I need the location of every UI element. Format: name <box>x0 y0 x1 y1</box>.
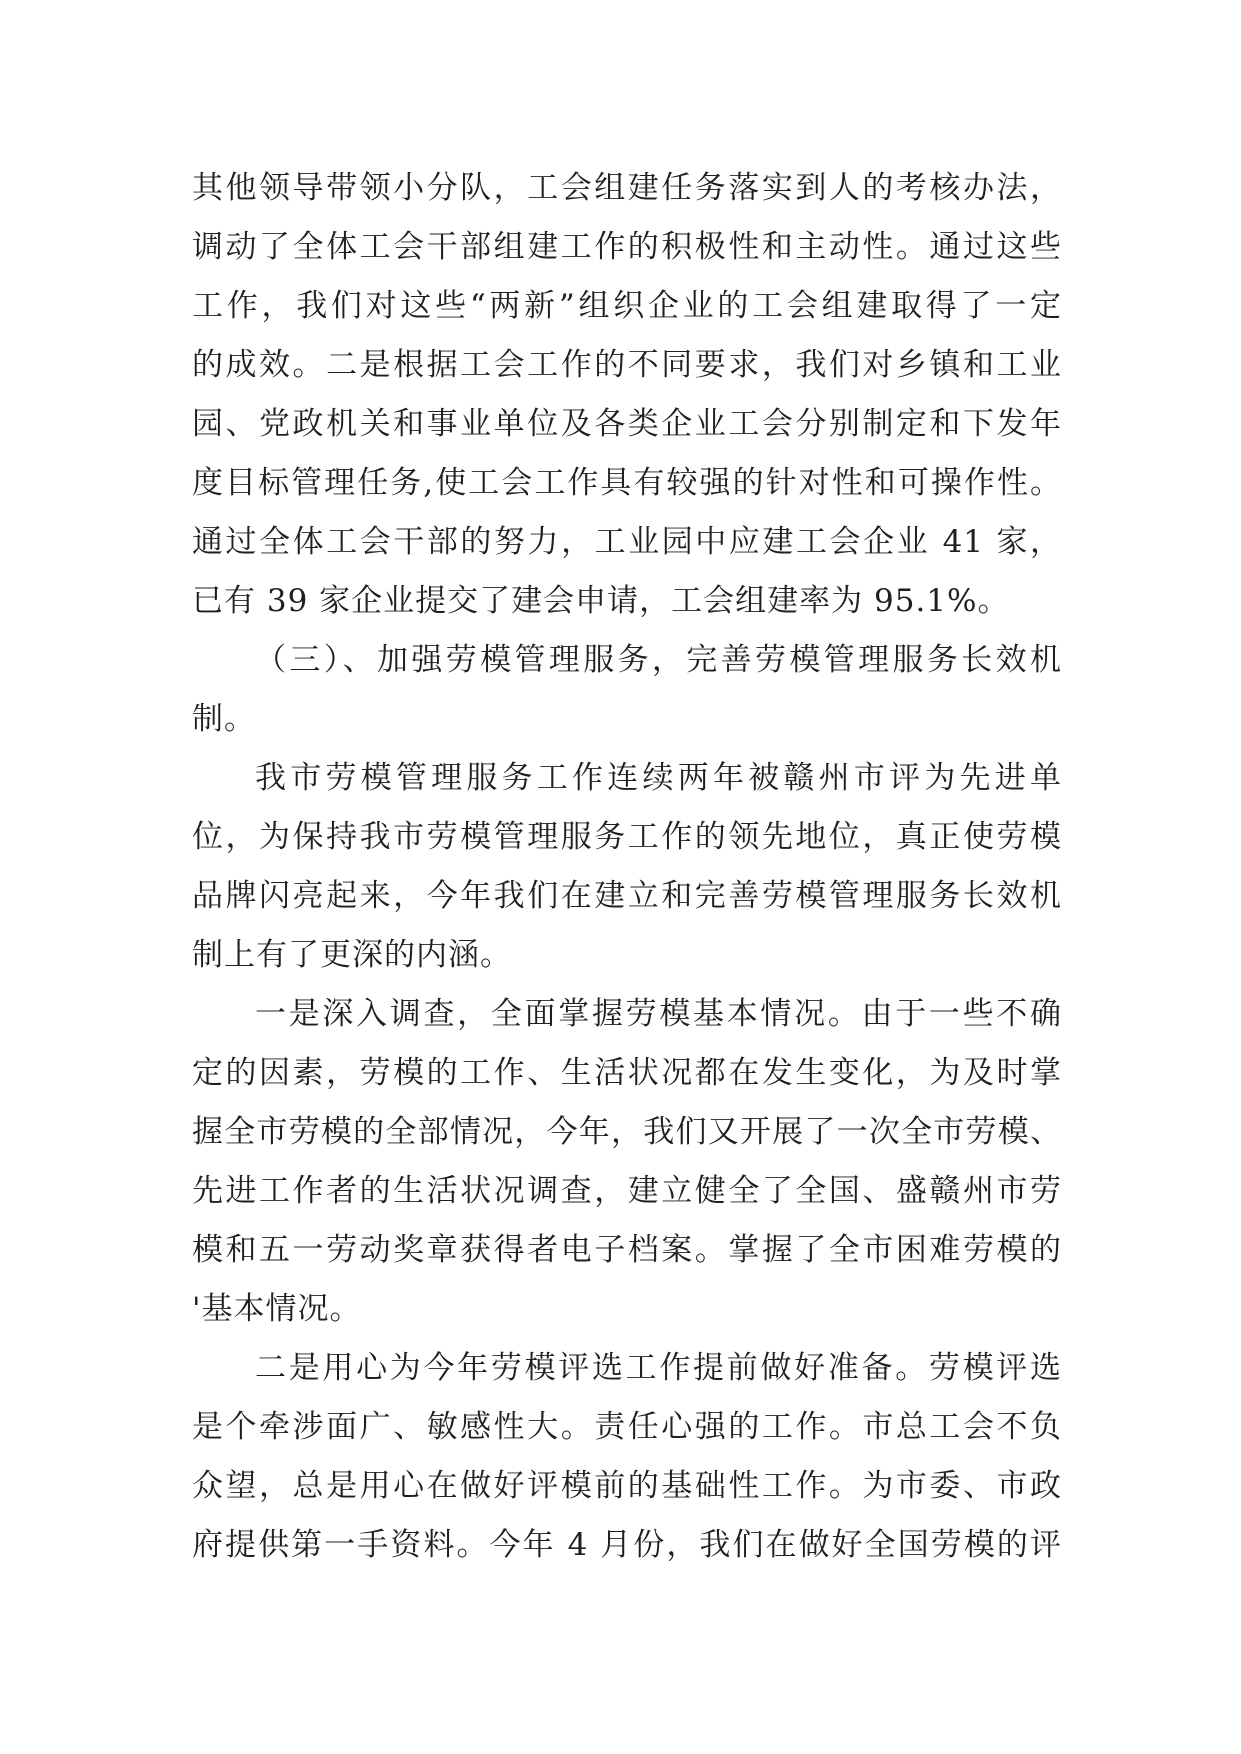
text-line: 模和五一劳动奖章获得者电子档案。掌握了全市困难劳模的 <box>192 1232 1062 1268</box>
section-heading: （三）、加强劳模管理服务，完善劳模管理服务长效机 <box>255 642 1062 678</box>
paragraph-start: 我市劳模管理服务工作连续两年被赣州市评为先进单 <box>255 760 1062 796</box>
paragraph-start: 二是用心为今年劳模评选工作提前做好准备。劳模评选 <box>255 1350 1062 1386</box>
text-line: 度目标管理任务,使工会工作具有较强的针对性和可操作性。 <box>192 465 1062 501</box>
text-line: 通过全体工会干部的努力，工业园中应建工会企业 41 家， <box>192 524 1062 560</box>
text-line: 园、党政机关和事业单位及各类企业工会分别制定和下发年 <box>192 406 1062 442</box>
text-line: 众望，总是用心在做好评模前的基础性工作。为市委、市政 <box>192 1468 1062 1504</box>
text-line: 先进工作者的生活状况调查，建立健全了全国、盛赣州市劳 <box>192 1173 1062 1209</box>
text-line: 其他领导带领小分队，工会组建任务落实到人的考核办法， <box>192 170 1062 206</box>
text-line: 是个牵涉面广、敏感性大。责任心强的工作。市总工会不负 <box>192 1409 1062 1445</box>
text-line: 府提供第一手资料。今年 4 月份，我们在做好全国劳模的评 <box>192 1527 1062 1563</box>
text-line: 工作，我们对这些“两新”组织企业的工会组建取得了一定 <box>192 288 1062 324</box>
text-line: 位，为保持我市劳模管理服务工作的领先地位，真正使劳模 <box>192 819 1062 855</box>
text-line: 的成效。二是根据工会工作的不同要求，我们对乡镇和工业 <box>192 347 1062 383</box>
text-line: 品牌闪亮起来，今年我们在建立和完善劳模管理服务长效机 <box>192 878 1062 914</box>
text-line: 定的因素，劳模的工作、生活状况都在发生变化，为及时掌 <box>192 1055 1062 1091</box>
text-line: 调动了全体工会干部组建工作的积极性和主动性。通过这些 <box>192 229 1062 265</box>
text-line: 已有 39 家企业提交了建会申请，工会组建率为 95.1%。 <box>192 583 1010 619</box>
text-line: 握全市劳模的全部情况，今年，我们又开展了一次全市劳模、 <box>192 1114 1062 1150</box>
section-heading-cont: 制。 <box>192 701 256 737</box>
text-line: 制上有了更深的内涵。 <box>192 937 512 973</box>
paragraph-start: 一是深入调查，全面掌握劳模基本情况。由于一些不确 <box>255 996 1062 1032</box>
text-line: '基本情况。 <box>192 1291 362 1327</box>
